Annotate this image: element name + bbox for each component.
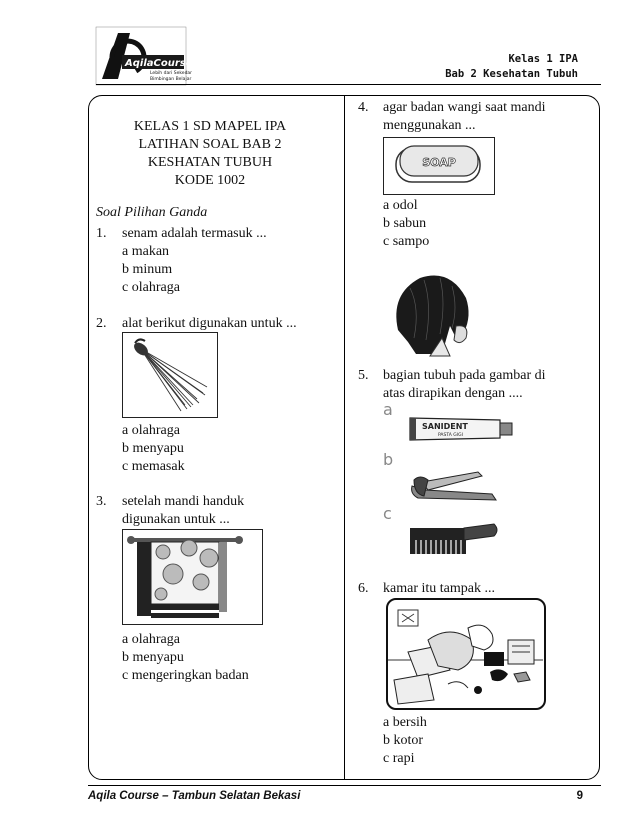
chapter-label: Bab 2 Kesehatan Tubuh [445,68,578,80]
title-line-2: LATIHAN SOAL BAB 2 [138,137,282,152]
question-3-option-b: b menyapu [122,650,184,665]
question-1-option-a: a makan [122,244,170,259]
toothpaste-brand: SANIDENT [422,422,468,431]
broom-image [122,332,218,418]
question-1-option-c: c olahraga [122,280,180,295]
question-6-number: 6. [358,581,369,596]
question-4-number: 4. [358,100,369,115]
question-4-text-1: agar badan wangi saat mandi [383,100,546,115]
question-6-text: kamar itu tampak ... [383,581,495,596]
question-5-text-2: atas dirapikan dengan .... [383,386,523,401]
toothpaste-image [408,414,518,444]
question-6-option-b: b kotor [383,733,424,748]
logo-text: AqilaCourse [125,58,193,69]
question-2-text: alat berikut digunakan untuk ... [122,316,297,331]
class-label: Kelas 1 IPA [508,53,578,65]
nail-clipper-image [408,466,500,506]
question-5-option-b-letter: b [383,450,394,469]
towel-image [122,529,263,625]
question-5-option-a-letter: a [383,400,393,419]
footer-rule [88,785,601,786]
logo-tagline-2: Bimbingan Belajar [150,77,192,82]
page-number: 9 [576,790,583,802]
question-2-number: 2. [96,316,107,331]
question-2-option-a: a olahraga [122,423,180,438]
question-5-option-c-letter: c [383,504,392,523]
footer-left: Aqila Course – Tambun Selatan Bekasi [88,790,301,802]
title-line-3: KESHATAN TUBUH [147,155,273,170]
section-title: Soal Pilihan Ganda [96,205,208,220]
question-5-text-1: bagian tubuh pada gambar di [383,368,546,383]
title-line-1: KELAS 1 SD MAPEL IPA [133,119,287,134]
header-info [445,52,578,82]
aqila-logo [96,27,193,85]
question-3-option-a: a olahraga [122,632,180,647]
messy-room-image [386,598,546,710]
question-3-number: 3. [96,494,107,509]
question-1-option-b: b minum [122,262,173,277]
question-1-text: senam adalah termasuk ... [122,226,267,241]
logo-tagline-1: Lebih dari Sekedar [150,71,193,76]
question-2-option-c: c memasak [122,459,185,474]
header-rule [96,84,601,85]
question-4-option-c: c sampo [383,234,430,249]
title-line-4: KODE 1002 [174,173,246,188]
hair-image [390,268,474,358]
question-3-option-c: c mengeringkan badan [122,668,249,683]
question-6-option-c: c rapi [383,751,415,766]
question-4-text-2: menggunakan ... [383,118,476,133]
column-divider [344,96,345,779]
question-3-text-2: digunakan untuk ... [122,512,230,527]
comb-image [408,520,500,558]
soap-image [383,137,495,195]
toothpaste-sub: PASTA GIGI [438,433,463,438]
question-3-text-1: setelah mandi handuk [122,494,245,509]
question-6-option-a: a bersih [383,715,427,730]
question-4-option-a: a odol [383,198,418,213]
page-title [100,118,320,190]
question-4-option-b: b sabun [383,216,427,231]
soap-label: SOAP [422,156,456,169]
question-2-option-b: b menyapu [122,441,184,456]
question-5-number: 5. [358,368,369,383]
question-1-number: 1. [96,226,107,241]
